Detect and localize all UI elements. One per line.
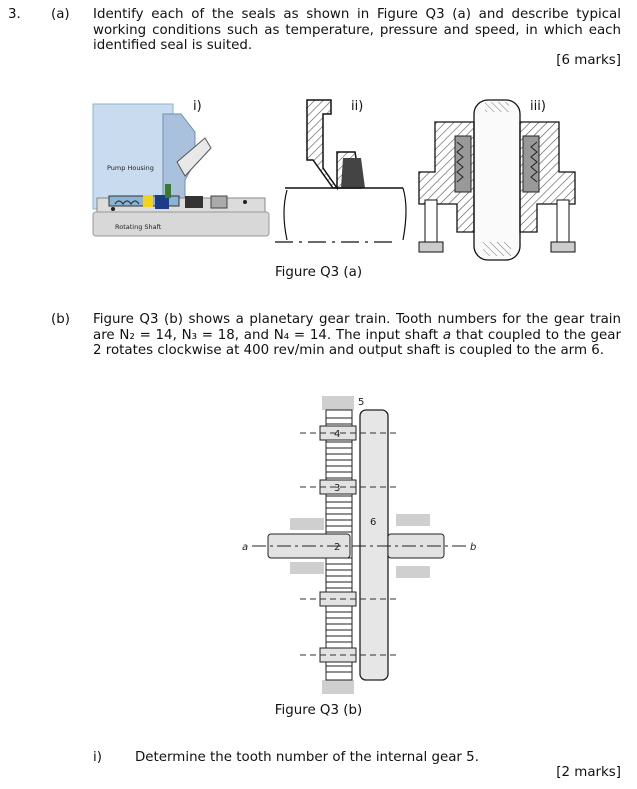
sub-i-label: i) [93, 750, 102, 765]
gear-2-label: 2 [334, 542, 341, 553]
part-b-text [93, 312, 621, 359]
part-b-text-1: Figure Q3 (b) shows a planetary gear train. Tooth numbers for the gear train are N [93, 312, 621, 343]
seal-iii-label: iii) [530, 99, 546, 114]
arm-6-label: 6 [370, 517, 377, 528]
rotating-shaft-label: Rotating Shaft [115, 223, 162, 231]
question-number: 3. [8, 7, 21, 22]
seal-iii-drawing [419, 99, 575, 260]
seal-i-drawing [93, 99, 269, 236]
part-b-label: (b) [51, 312, 70, 327]
seal-ii-drawing [275, 99, 406, 242]
figure-q3b [230, 388, 490, 700]
seal-i-label: i) [193, 99, 202, 114]
seal-ii-label: ii) [351, 99, 364, 114]
part-b-text-3: that coupled to the gear 2 rotates clockwise at 400 rev/min and output shaft is coupled to the arm 6. [93, 327, 621, 358]
part-b-text-a: a [442, 327, 452, 343]
gear-3-label: 3 [334, 483, 341, 494]
figure-q3a-caption: Figure Q3 (a) [274, 265, 363, 280]
part-a-label: (a) [51, 7, 70, 22]
part-a-text: Identify each of the seals as shown in Figure Q3 (a) and describe typical working conditions such as temperature, pressure and speed, in which each identified seal is suited. [93, 7, 621, 53]
sub-i-marks: [2 marks] [556, 765, 621, 780]
part-a-marks: [6 marks] [556, 53, 621, 68]
part-b-text-2: ₂ = 14, N₃ = 18, and N₄ = 14. The input shaft [129, 327, 443, 343]
gear-4-label: 4 [334, 429, 341, 440]
gear-5-label: 5 [358, 397, 365, 408]
pump-housing-label: Pump Housing [107, 164, 154, 172]
figure-q3b-caption: Figure Q3 (b) [274, 703, 363, 718]
figure-q3a [85, 92, 625, 264]
sub-i-text: Determine the tooth number of the internal gear 5. [135, 750, 479, 765]
shaft-a-label: a [242, 542, 249, 553]
shaft-b-label: b [470, 542, 477, 553]
